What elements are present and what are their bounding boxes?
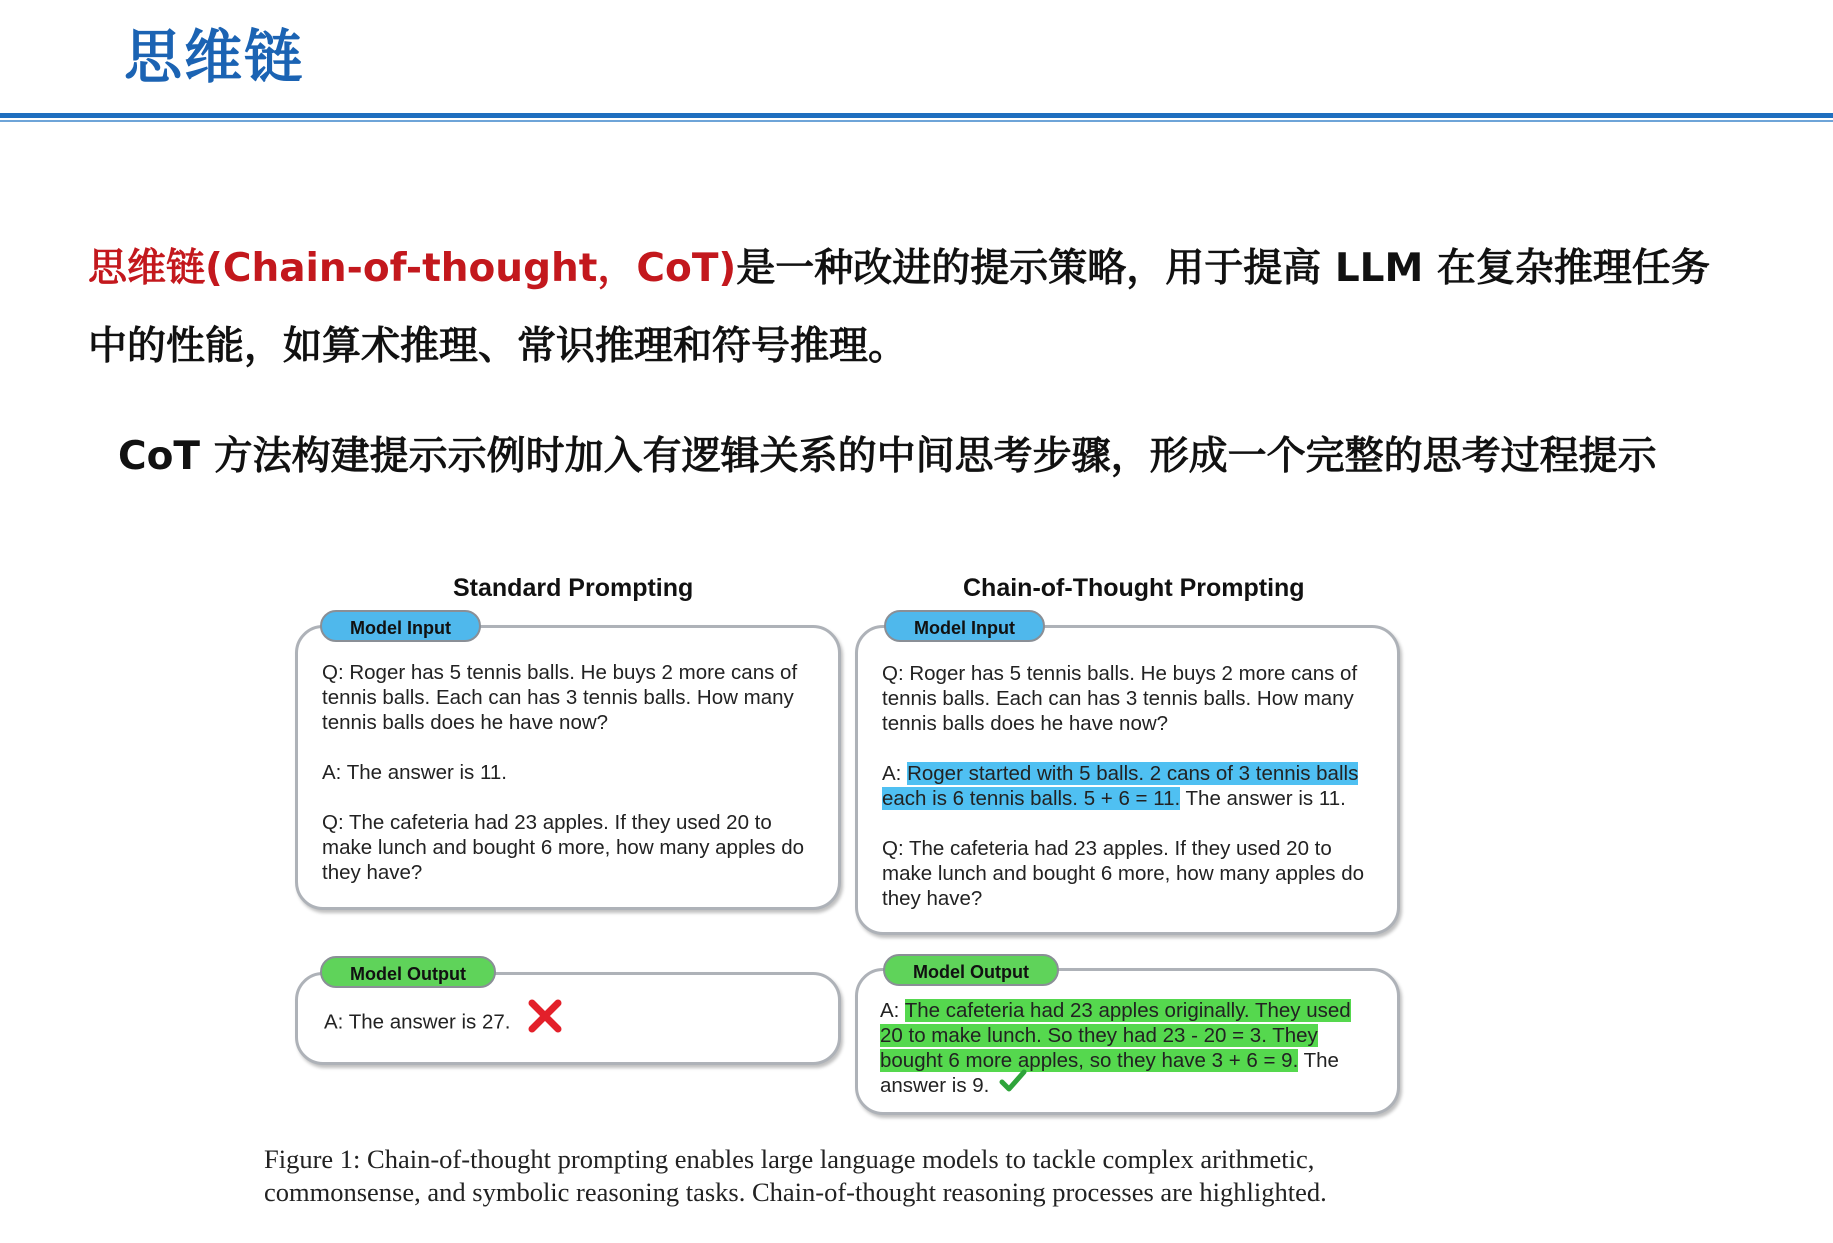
cot-a1-prefix: A: [882,762,908,785]
cot-output [880,998,1375,1100]
cot-term: 思维链(Chain-of-thought，CoT) [88,246,737,291]
cot-output-suffix: The answer is 9. [880,1049,1339,1097]
intro-paragraph [88,230,1728,386]
cot-q1: Q: Roger has 5 tennis balls. He buys 2 more cans of tennis balls. Each can has 3 tennis balls. How many tennis balls does he have now? [882,662,1358,735]
cot-reasoning-highlight: Roger started with 5 balls. 2 cans of 3 tennis balls each is 6 tennis balls. 5 + 6 = 11. [882,762,1359,810]
standard-output-text: A: The answer is 27. [324,1010,511,1034]
standard-model-output-tag: Model Output [320,956,496,988]
standard-a1: A: The answer is 11. [322,761,507,784]
cot-output-box [855,968,1400,1115]
cot-method-line: CoT 方法构建提示示例时加入有逻辑关系的中间思考步骤，形成一个完整的思考过程提示 [118,434,1657,479]
standard-prompting-title: Standard Prompting [453,574,694,602]
cot-model-input-tag: Model Input [884,610,1045,642]
cot-input-box [855,625,1400,935]
intro-text: 是一种改进的提示策略，用于提高 LLM 在复杂推理任务中的性能，如算术推理、常识推理和符号推理。 [88,246,1710,369]
cot-a1-suffix: The answer is 11. [1180,787,1346,810]
red-x-icon [528,999,562,1039]
standard-input-box [295,625,841,910]
title-divider [0,113,1833,118]
standard-q1: Q: Roger has 5 tennis balls. He buys 2 more cans of tennis balls. Each can has 3 tennis balls. How many tennis balls does he have now? [322,661,798,734]
standard-model-input-tag: Model Input [320,610,481,642]
cot-q2: Q: The cafeteria had 23 apples. If they used 20 to make lunch and bought 6 more, how many apples do they have? [882,837,1365,910]
title-divider-thin [0,120,1833,122]
figure-caption: Figure 1: Chain-of-thought prompting enables large language models to tackle complex arithmetic, commonsense, and symbolic reasoning tasks. Chain-of-thought reasoning processes are highlighted. [264,1144,1327,1207]
standard-q2: Q: The cafeteria had 23 apples. If they used 20 to make lunch and bought 6 more, how many apples do they have? [322,811,805,884]
cot-output-highlight: The cafeteria had 23 apples originally. They used 20 to make lunch. So they had 23 - 20 = 3. They bought 6 more apples, so they have 3 + 6 = 9. [880,999,1351,1072]
green-check-icon [999,1068,1027,1100]
slide-title: 思维链 [124,23,305,91]
cot-a1 [882,761,1375,811]
cot-prompting-title: Chain-of-Thought Prompting [963,574,1305,602]
cot-model-output-tag: Model Output [883,954,1059,986]
cot-output-prefix: A: [880,999,905,1022]
